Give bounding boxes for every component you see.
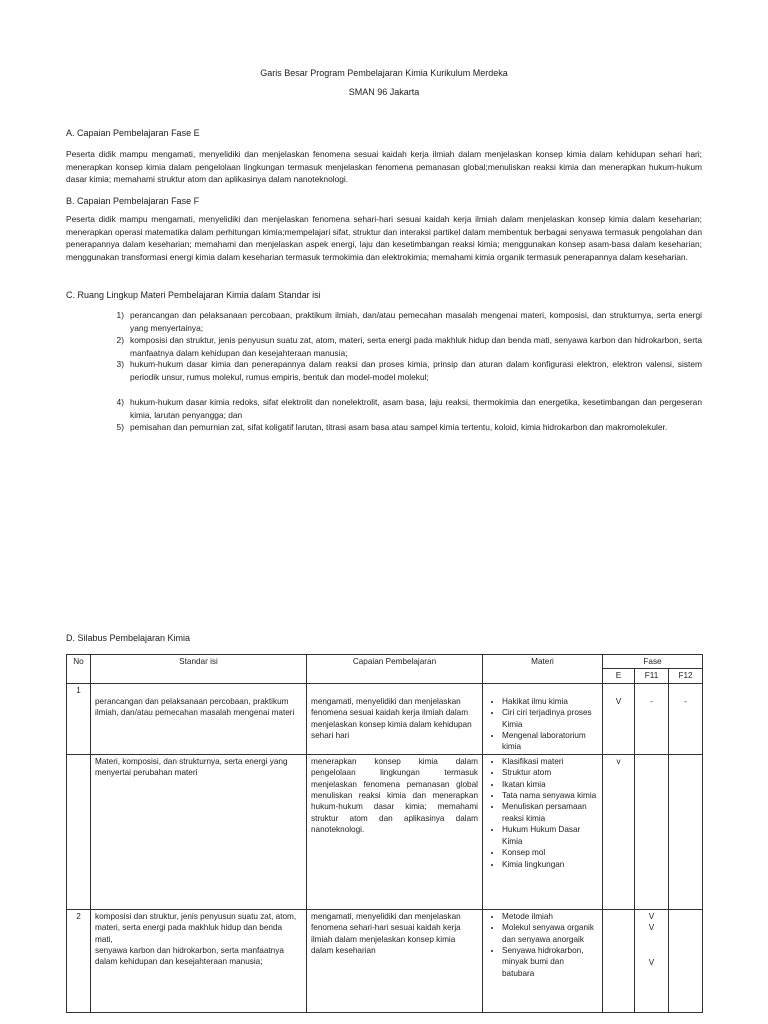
fase-f11-mark: V xyxy=(648,923,655,933)
fase-f11-cell xyxy=(635,754,669,909)
table-row xyxy=(67,909,703,1012)
materi-item: • Ciri ciri terjadinya proses Kimia xyxy=(502,707,598,730)
materi-item: • Ikatan kimia xyxy=(502,779,598,790)
scope-item-number: 1) xyxy=(116,310,124,320)
section-b-body: Peserta didik mampu mengamati, menyelidiki dan menjelaskan fenomena sehari-hari sesuai kaidah kerja ilmiah dalam menjelaskan konsep kimia dalam keseharian; menerapkan operasi matematika dalam perhitungan kimia;mempelajari sifat, struktur dan interaksi partikel dalam membentuk berbagai senyawa termasuk pengolahan dan penerapannya dalam keseharian; memahami dan menjelaskan aspek energi, laju dan kesetimbangan reaksi kimia; menggunakan konsep asam-basa dalam keseharian; menggunakan transformasi energi kimia dalam keseharian termasuk termokimia dan elektrokimia; memahami kimia organik termasuk penerapannya dalam keseharian. xyxy=(66,214,702,262)
syllabus-table xyxy=(66,654,703,1013)
fase-f11-cell xyxy=(635,909,669,1012)
row-number xyxy=(67,754,91,909)
standar-isi-cell xyxy=(91,754,307,909)
header-standar-isi: Standar isi xyxy=(91,655,307,684)
capaian-cell xyxy=(307,754,483,909)
scope-item-number: 2) xyxy=(116,335,124,345)
header-fase-e: E xyxy=(603,669,635,683)
header-materi: Materi xyxy=(483,655,603,684)
materi-item: • Klasifikasi materi xyxy=(502,756,598,767)
row-number: 1 xyxy=(67,683,91,754)
capaian-cell xyxy=(307,909,483,1012)
header-no: No xyxy=(67,655,91,684)
materi-item: • Senyawa hidrokarbon, minyak bumi dan batubara xyxy=(502,945,598,979)
scope-item-number: 5) xyxy=(116,422,124,432)
capaian-text: menerapkan konsep kimia dalam pengelolaan lingkungan termasuk menjelaskan fenomena pemanasan global menuliskan reaksi kimia dan menerapkan hukum-hukum dasar kimia; memahami struktur atom dan aplikasinya dalam nanoteknologi. xyxy=(311,756,478,835)
header-fase-f11: F11 xyxy=(635,669,669,683)
materi-cell xyxy=(483,909,603,1012)
section-b-heading: B. Capaian Pembelajaran Fase F xyxy=(66,196,200,206)
materi-item: • Metode ilmiah xyxy=(502,911,598,922)
header-fase-f12: F12 xyxy=(669,669,703,683)
materi-item: • Struktur atom xyxy=(502,767,598,778)
scope-item-text: perancangan dan pelaksanaan percobaan, praktikum ilmiah, dan/atau pemecahan masalah mengenai materi, komposisi, dan strukturnya, serta energi yang menyertainya; xyxy=(130,310,702,333)
fase-f12-cell xyxy=(669,909,703,1012)
capaian-text: mengamati, menyelidiki dan menjelaskan fenomena sesuai kaidah kerja ilmiah dalam menjelaskan konsep kimia dalam kehidupan sehari hari xyxy=(311,696,472,741)
materi-item: • Molekul senyawa organik dan senyawa anorgaik xyxy=(502,922,598,945)
materi-item: • Tata nama senyawa kimia xyxy=(502,790,598,801)
fase-e-cell xyxy=(603,754,635,909)
capaian-cell xyxy=(307,683,483,754)
header-fase: Fase xyxy=(603,655,703,669)
standar-isi-text: komposisi dan struktur, jenis penyusun suatu zat, atom, materi, serta energi pada makhluk hidup dan benda mati, xyxy=(95,911,297,944)
fase-e-cell xyxy=(603,909,635,1012)
scope-item-number: 3) xyxy=(116,359,124,369)
document-title: Garis Besar Program Pembelajaran Kimia Kurikulum Merdeka xyxy=(260,68,508,78)
scope-item-text: hukum-hukum dasar kimia redoks, sifat elektrolit dan nonelektrolit, asam basa, laju reaksi, thermokimia dan energetika, kesetimbangan dan pergeseran kimia, larutan penyangga; dan xyxy=(130,397,702,420)
header-capaian: Capaian Pembelajaran xyxy=(307,655,483,684)
section-a-heading: A. Capaian Pembelajaran Fase E xyxy=(66,128,200,138)
fase-e-mark: v xyxy=(616,756,621,766)
standar-isi-cell xyxy=(91,683,307,754)
fase-f12-cell xyxy=(669,683,703,754)
standar-isi-text: senyawa karbon dan hidrokarbon, serta manfaatnya dalam kehidupan dan kesejahteraan manusia; xyxy=(95,946,284,967)
materi-item: • Konsep mol xyxy=(502,847,598,858)
capaian-text: mengamati, menyelidiki dan menjelaskan fenomena sehari-hari sesuai kaidah kerja ilmiah dalam menjelaskan konsep kimia dalam keseharian xyxy=(311,911,461,956)
materi-item: • Mengenal laboratorium kimia xyxy=(502,730,598,753)
standar-isi-text: perancangan dan pelaksanaan percobaan, praktikum ilmiah, dan/atau pemecahan masalah mengenai materi xyxy=(95,696,295,718)
school-name: SMAN 96 Jakarta xyxy=(348,87,420,97)
scope-item-text: hukum-hukum dasar kimia dan penerapannya dalam reaksi dan proses kimia, prinsip dan aturan dalam konfigurasi elektron, elektron valensi, sistem periodik unsur, rumus molekul, rumus empiris, bentuk dan model-model molekul; xyxy=(130,359,702,382)
fase-f11-mark: V xyxy=(648,957,655,967)
materi-item: • Hakikat ilmu kimia xyxy=(502,696,598,707)
fase-f11-cell xyxy=(635,683,669,754)
table-row xyxy=(67,683,703,754)
fase-f12-mark: - xyxy=(684,696,687,706)
table-header-row xyxy=(67,655,703,669)
standar-isi-text: Materi, komposisi, dan strukturnya, serta energi yang menyertai perubahan materi xyxy=(95,756,288,778)
materi-cell xyxy=(483,754,603,909)
row-number: 2 xyxy=(67,909,91,1012)
scope-item-text: komposisi dan struktur, jenis penyusun suatu zat, atom, materi, serta energi pada makhluk hidup dan benda mati, senyawa karbon dan hidrokarbon, serta manfaatnya dalam kehidupan dan kesejahteraan manusia; xyxy=(130,335,702,358)
materi-item: • Menuliskan persamaan reaksi kimia xyxy=(502,801,598,824)
section-d-heading: D. Silabus Pembelajaran Kimia xyxy=(66,633,191,643)
materi-item: • Kimia lingkungan xyxy=(502,859,598,870)
fase-e-mark: V xyxy=(615,696,622,706)
fase-f11-mark: V xyxy=(648,911,655,921)
materi-cell xyxy=(483,683,603,754)
fase-f12-cell xyxy=(669,754,703,909)
standar-isi-cell xyxy=(91,909,307,1012)
fase-f11-mark: - xyxy=(650,696,653,706)
table-row xyxy=(67,754,703,909)
scope-item-text: pemisahan dan pemurnian zat, sifat koligatif larutan, titrasi asam basa atau sampel kimia tertentu, koloid, kimia hidrokarbon dan makromolekuler. xyxy=(130,422,668,432)
materi-item: • Hukum Hukum Dasar Kimia xyxy=(502,824,598,847)
section-c-heading: C. Ruang Lingkup Materi Pembelajaran Kimia dalam Standar isi xyxy=(66,290,321,300)
scope-item-number: 4) xyxy=(116,397,124,407)
fase-e-cell xyxy=(603,683,635,754)
section-a-body: Peserta didik mampu mengamati, menyelidiki dan menjelaskan fenomena sesuai kaidah kerja ilmiah dalam menjelaskan konsep kimia dalam kehidupan sehari hari; menerapkan konsep kimia dalam pengelolaan lingkungan termasuk menjelaskan fenomena pemanasan global;menuliskan reaksi kimia dan menerapkan hukum-hukum dasar kimia; memahami struktur atom dan aplikasinya dalam nanoteknologi. xyxy=(66,149,702,185)
